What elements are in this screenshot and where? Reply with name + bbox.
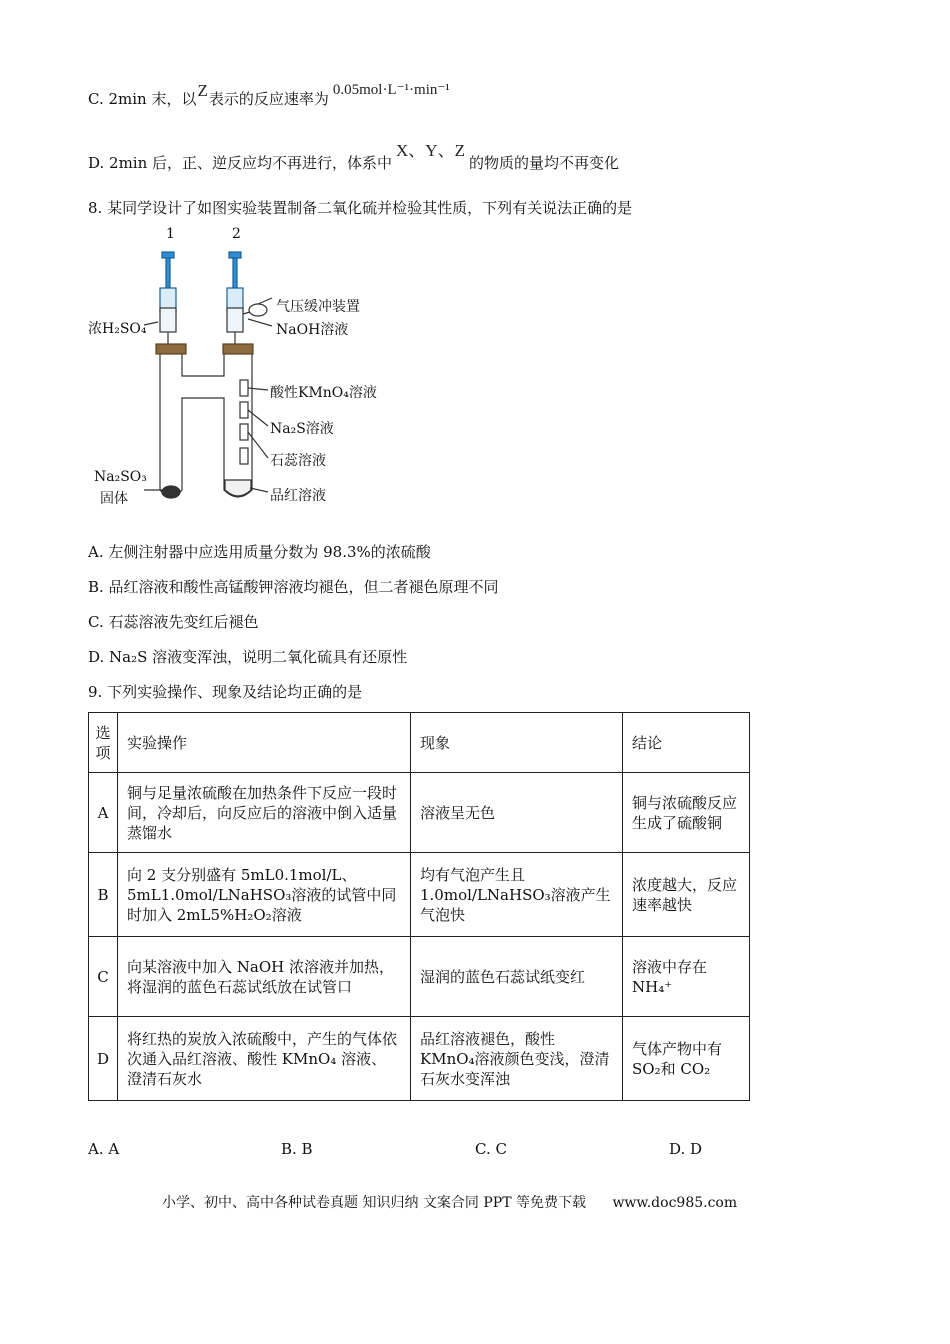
row-option: B (89, 853, 118, 937)
header-conclusion: 结论 (623, 713, 750, 773)
q7-option-c (88, 81, 450, 109)
row-conclusion: 浓度越大，反应速率越快 (623, 853, 750, 937)
header-operation: 实验操作 (118, 713, 411, 773)
q9-choice-c: C. C (475, 1140, 507, 1158)
naoh-label: NaOH溶液 (276, 322, 349, 338)
row-option: A (89, 773, 118, 853)
acid-label: 浓H₂SO₄ (88, 321, 147, 337)
table-row (89, 1017, 750, 1101)
footer-text: 小学、初中、高中各种试卷真题 知识归纳 文案合同 PPT 等免费下载 (162, 1195, 586, 1211)
q9-choice-b: B. B (281, 1140, 313, 1158)
row-phenomenon: 溶液呈无色 (411, 773, 623, 853)
row-option: C (89, 937, 118, 1017)
row-operation: 向某溶液中加入 NaOH 浓溶液并加热，将湿润的蓝色石蕊试纸放在试管口 (118, 937, 411, 1017)
table-header-row (89, 713, 750, 773)
solid-label: 固体 (100, 491, 128, 507)
na2so3-label: Na₂SO₃ (94, 469, 147, 485)
q8-option-b: B. 品红溶液和酸性高锰酸钾溶液均褪色，但二者褪色原理不同 (88, 578, 499, 596)
q8-option-a: A. 左侧注射器中应选用质量分数为 98.3%的浓硫酸 (88, 543, 431, 561)
row-conclusion: 溶液中存在 NH₄⁺ (623, 937, 750, 1017)
syringe-1-label: 1 (166, 226, 175, 242)
na2s-label: Na₂S溶液 (270, 421, 334, 437)
q8-option-c: C. 石蕊溶液先变红后褪色 (88, 613, 259, 631)
litmus-label: 石蕊溶液 (270, 453, 326, 469)
kmno4-label: 酸性KMnO₄溶液 (270, 385, 377, 401)
q9-table (88, 712, 750, 1101)
row-operation: 将红热的炭放入浓硫酸中，产生的气体依次通入品红溶液、酸性 KMnO₄ 溶液、澄清石灰水 (118, 1017, 411, 1101)
footer-link[interactable]: www.doc985.com (612, 1195, 738, 1211)
q8-option-d: D. Na₂S 溶液变浑浊，说明二氧化硫具有还原性 (88, 648, 408, 666)
q7-option-d-symbols: X、Y、Z (396, 141, 465, 160)
q9-choice-a: A. A (88, 1140, 120, 1158)
pinhong-label: 品红溶液 (270, 488, 326, 504)
table-row (89, 937, 750, 1017)
row-conclusion: 铜与浓硫酸反应生成了硫酸铜 (623, 773, 750, 853)
q7-option-c-symbol: Z (197, 81, 208, 100)
q8-apparatus-figure (82, 222, 402, 512)
header-option: 选项 (89, 713, 118, 773)
table-row (89, 853, 750, 937)
buffer-label: 气压缓冲装置 (276, 299, 360, 315)
q9-choice-d: D. D (669, 1140, 703, 1158)
q7-option-c-mid: 表示的反应速率为 (208, 90, 329, 108)
q7-option-c-text: C. 2min 末，以 (88, 90, 197, 108)
table-row (89, 773, 750, 853)
row-conclusion: 气体产物中有 SO₂和 CO₂ (623, 1017, 750, 1101)
page-footer (162, 1192, 737, 1212)
syringe-2-label: 2 (232, 226, 241, 242)
row-option: D (89, 1017, 118, 1101)
row-operation: 向 2 支分别盛有 5mL0.1mol/L、5mL1.0mol/LNaHSO₃溶液的试管中同时加入 2mL5%H₂O₂溶液 (118, 853, 411, 937)
row-phenomenon: 品红溶液褪色，酸性 KMnO₄溶液颜色变浅，澄清石灰水变浑浊 (411, 1017, 623, 1101)
q8-stem: 8. 某同学设计了如图实验装置制备二氧化硫并检验其性质，下列有关说法正确的是 (88, 199, 633, 217)
row-phenomenon: 均有气泡产生且 1.0mol/LNaHSO₃溶液产生气泡快 (411, 853, 623, 937)
q7-option-c-value: 0.05mol·L⁻¹·min⁻¹ (332, 82, 450, 98)
header-phenomenon: 现象 (411, 713, 623, 773)
row-operation: 铜与足量浓硫酸在加热条件下反应一段时间，冷却后，向反应后的溶液中倒入适量蒸馏水 (118, 773, 411, 853)
q9-stem: 9. 下列实验操作、现象及结论均正确的是 (88, 683, 363, 701)
q7-option-d-text: D. 2min 后，正、逆反应均不再进行，体系中 (88, 154, 393, 172)
q7-option-d (88, 141, 619, 173)
q7-option-d-tail: 的物质的量均不再变化 (468, 154, 619, 172)
row-phenomenon: 湿润的蓝色石蕊试纸变红 (411, 937, 623, 1017)
